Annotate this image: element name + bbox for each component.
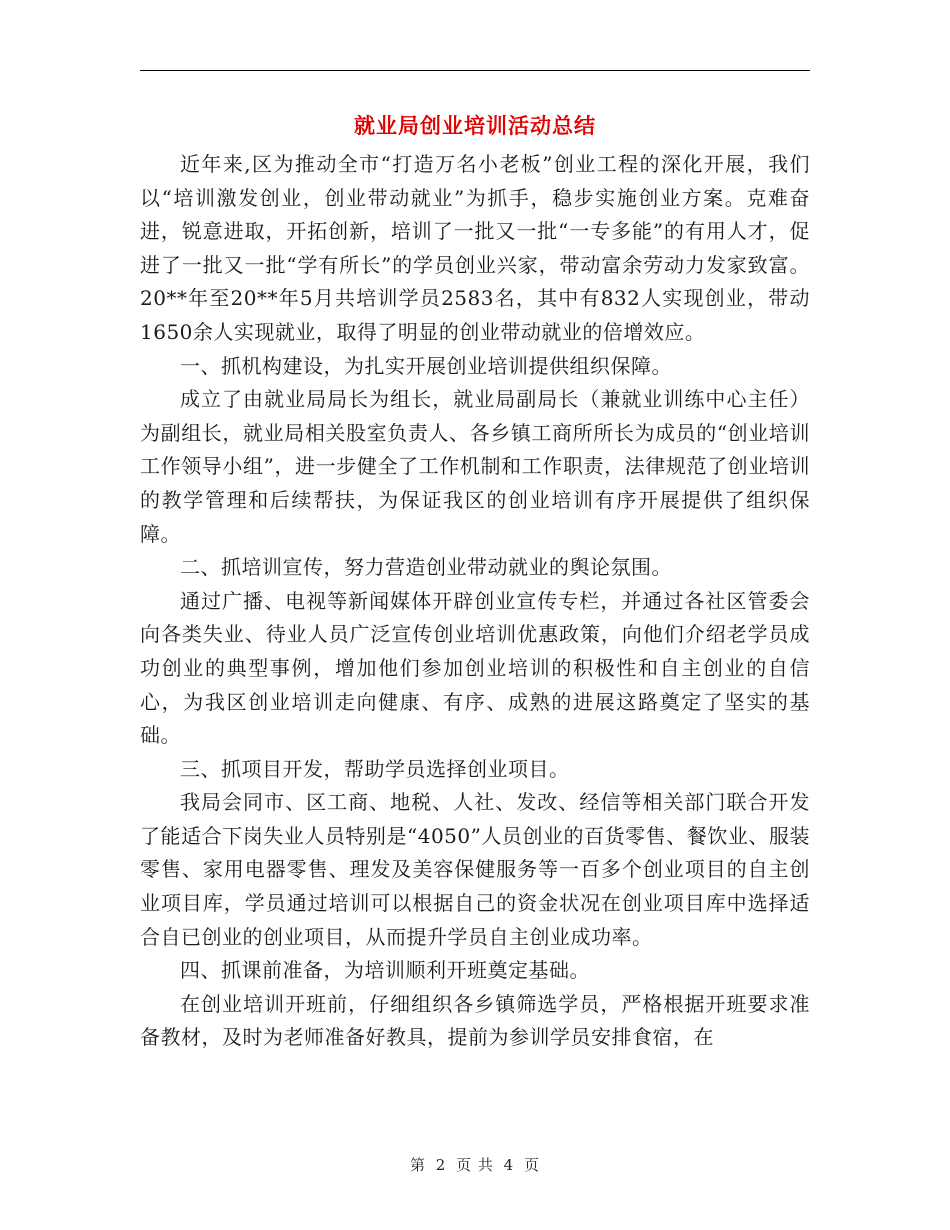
paragraph-section-1: 成立了由就业局局长为组长，就业局副局长（兼就业训练中心主任）为副组长，就业局相关股室负责人、各乡镇工商所所长为成员的“创业培训工作领导小组”，进一步健全了工作机制和工作职责，法律规范了创业培训的教学管理和后续帮扶，为保证我区的创业培训有序开展提供了组织保障。 xyxy=(140,387,810,546)
header-rule xyxy=(140,70,810,71)
paragraph-section-4: 在创业培训开班前，仔细组织各乡镇筛选学员，严格根据开班要求准备教材，及时为老师准备好教具，提前为参训学员安排食宿，在 xyxy=(140,991,810,1050)
page-label-prefix: 第 xyxy=(409,1156,426,1174)
document-body xyxy=(140,148,810,1055)
paragraph-intro: 近年来,区为推动全市“打造万名小老板”创业工程的深化开展，我们以“培训激发创业，创业带动就业”为抓手，稳步实施创业方案。克难奋进，锐意进取，开拓创新，培训了一批又一批“一专多能”的有用人才，促进了一批又一批“学有所长”的学员创业兴家，带动富余劳动力发家致富。20**年至20**年5月共培训学员2583名，其中有832人实现创业，带动1650余人实现就业，取得了明显的创业带动就业的倍增效应。 xyxy=(140,152,810,344)
section-heading-1: 一、抓机构建设，为扎实开展创业培训提供组织保障。 xyxy=(180,353,672,378)
current-page-number: 2 xyxy=(435,1156,447,1174)
section-heading-4: 四、抓课前准备，为培训顺利开班奠定基础。 xyxy=(180,958,590,983)
paragraph-section-2: 通过广播、电视等新闻媒体开辟创业宣传专栏，并通过各社区管委会向各类失业、待业人员广泛宣传创业培训优惠政策，向他们介绍老学员成功创业的典型事例，增加他们参加创业培训的积极性和自主创业的自信心，为我区创业培训走向健康、有序、成熟的进展这路奠定了坚实的基础。 xyxy=(140,588,810,748)
section-heading-3: 三、抓项目开发，帮助学员选择创业项目。 xyxy=(180,756,570,781)
page-footer xyxy=(0,1153,950,1177)
page-label-suffix: 页 xyxy=(524,1156,541,1174)
section-heading-2: 二、抓培训宣传，努力营造创业带动就业的舆论氛围。 xyxy=(180,555,672,580)
page-label-mid: 页 共 xyxy=(456,1156,494,1174)
paragraph-section-3: 我局会同市、区工商、地税、人社、发改、经信等相关部门联合开发了能适合下岗失业人员特别是“4050”人员创业的百货零售、餐饮业、服装零售、家用电器零售、理发及美容保健服务等一百多个创业项目的自主创业项目库，学员通过培训可以根据自己的资金状况在创业项目库中选择适合自已创业的创业项目，从而提升学员自主创业成功率。 xyxy=(140,790,810,949)
document-title: 就业局创业培训活动总结 xyxy=(354,113,596,138)
total-pages-number: 4 xyxy=(503,1156,515,1174)
